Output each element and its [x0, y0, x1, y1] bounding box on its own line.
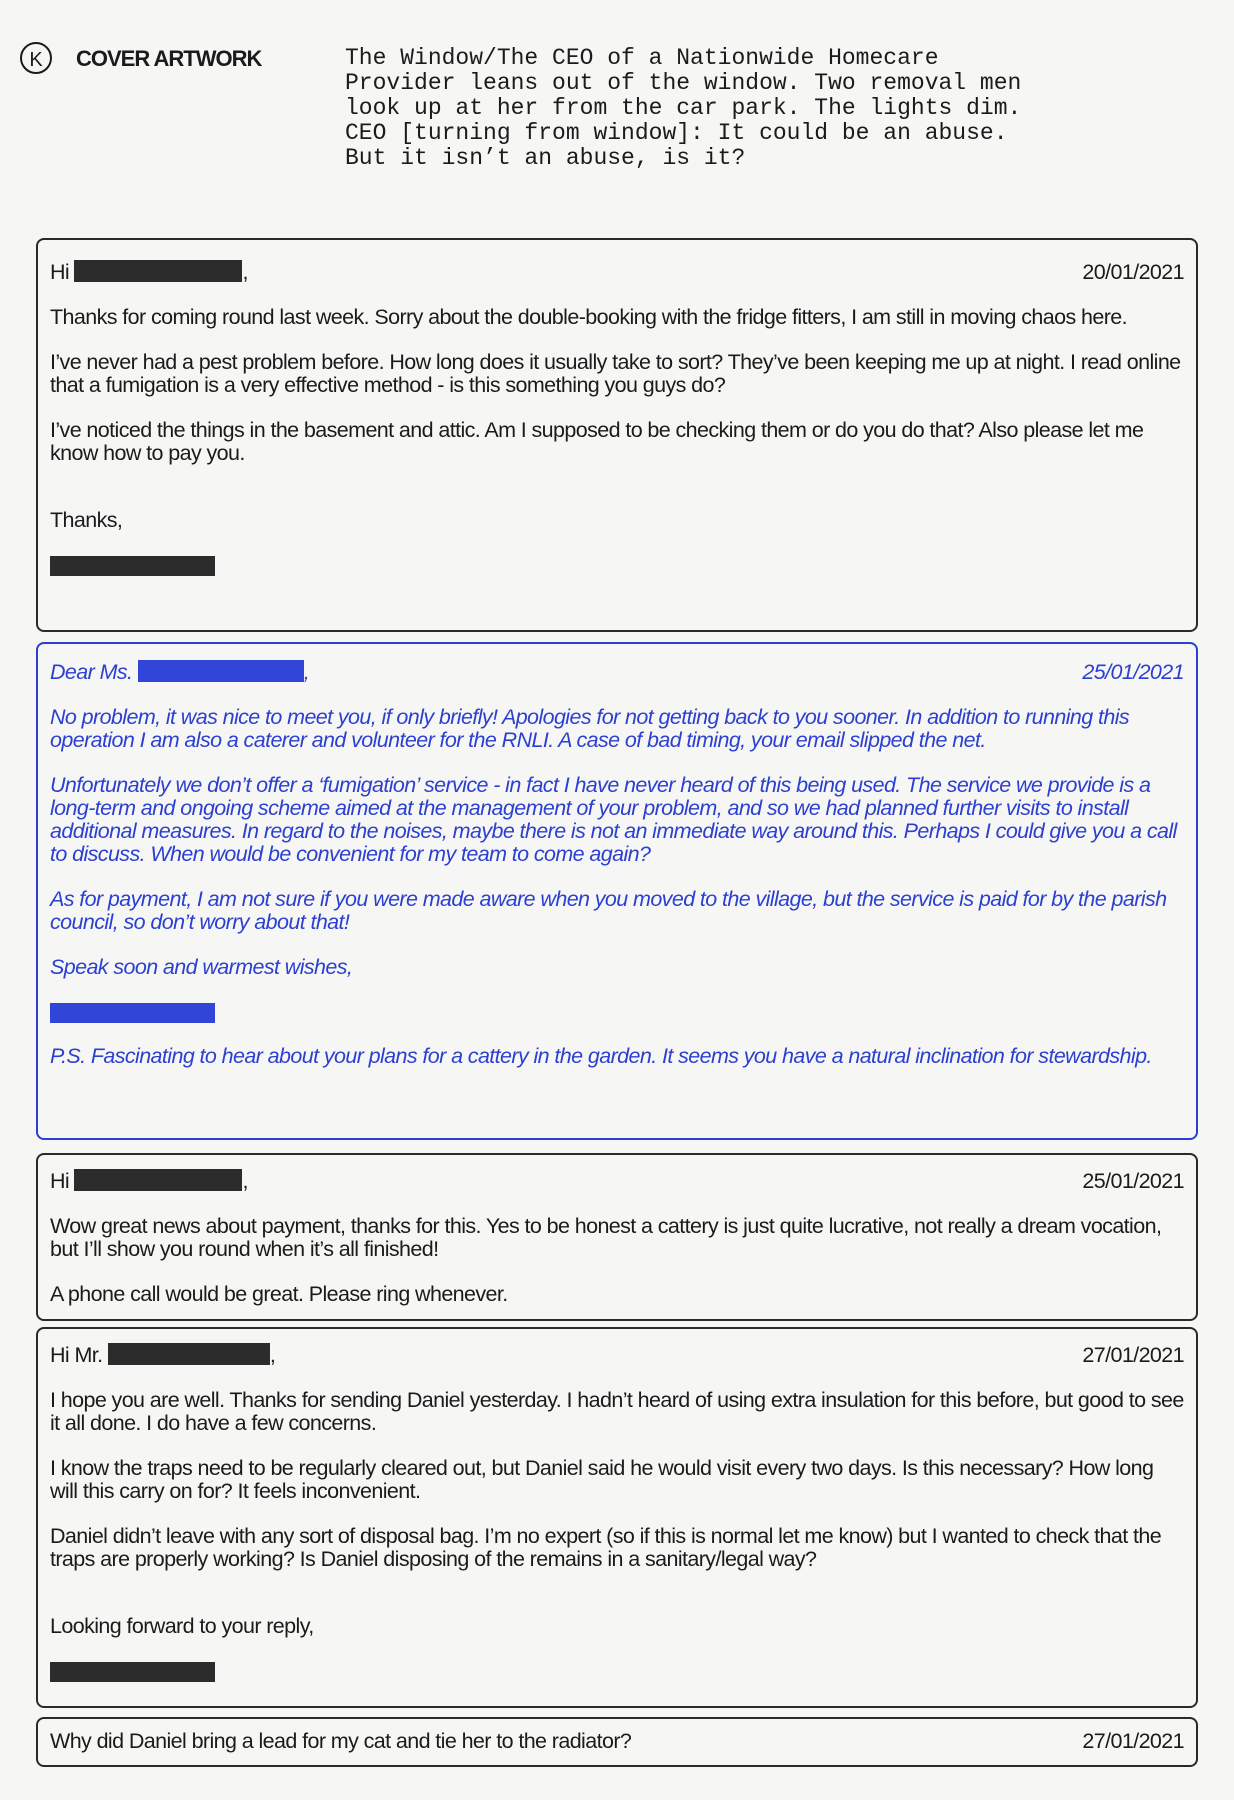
cover-artwork-header	[20, 40, 1220, 180]
section-label: COVER ARTWORK	[76, 46, 262, 71]
salutation-text: Hi Mr.	[50, 1343, 103, 1367]
email-salutation: Hi ,	[50, 260, 248, 284]
email-date: 27/01/2021	[1082, 1729, 1184, 1753]
email-signoff: Looking forward to your reply,	[50, 1614, 314, 1638]
salutation-text: Dear Ms.	[50, 660, 133, 684]
email-message	[36, 238, 1198, 632]
email-signoff: Thanks,	[50, 508, 123, 532]
email-paragraph: Wow great news about payment, thanks for this. Yes to be honest a cattery is just quite lucrative, not really a dream vocation, but I’ll show you round when it’s all finished!	[50, 1214, 1162, 1261]
salutation-text: Hi	[50, 1169, 70, 1193]
redacted-name	[74, 1169, 242, 1191]
email-message	[36, 1327, 1198, 1708]
email-paragraph: Thanks for coming round last week. Sorry about the double-booking with the fridge fitters, I am still in moving chaos here.	[50, 305, 1128, 329]
artwork-caption: The Window/The CEO of a Nationwide Homecare Provider leans out of the window. Two removal men look up at her from the car park. The lights dim. CEO [turning from window]: It could be an abuse. But it isn’t an abuse, is it?	[345, 45, 1022, 171]
email-date: 25/01/2021	[1082, 660, 1184, 684]
email-salutation: Hi ,	[50, 1169, 248, 1193]
email-message	[36, 1717, 1198, 1767]
email-paragraph: I’ve noticed the things in the basement and attic. Am I supposed to be checking them or do you do that? Also please let me know how to pay you.	[50, 418, 1144, 465]
email-paragraph: Unfortunately we don’t offer a ‘fumigation’ service - in fact I have never heard of this being used. The service we provide is a long-term and ongoing scheme aimed at the management of your problem, and so we had planned further visits to install additional measures. In regard to the noises, maybe there is not an immediate way around this. Perhaps I could give you a call to discuss. When would be convenient for my team to come again?	[50, 773, 1177, 866]
email-date: 25/01/2021	[1082, 1169, 1184, 1193]
email-paragraph: No problem, it was nice to meet you, if only briefly! Apologies for not getting back to you sooner. In addition to running this operation I am also a caterer and volunteer for the RNLI. A case of bad timing, your email slipped the net.	[50, 705, 1130, 752]
redacted-signature	[50, 556, 215, 576]
email-paragraph: Daniel didn’t leave with any sort of disposal bag. I’m no expert (so if this is normal let me know) but I wanted to check that the traps are properly working? Is Daniel disposing of the remains in a sanitary/legal way?	[50, 1524, 1162, 1571]
email-paragraph: As for payment, I am not sure if you were made aware when you moved to the village, but the service is paid for by the parish council, so don’t worry about that!	[50, 887, 1167, 934]
redacted-signature	[50, 1662, 215, 1682]
email-signoff: Speak soon and warmest wishes,	[50, 955, 353, 979]
redacted-name	[74, 260, 242, 282]
email-paragraph: A phone call would be great. Please ring whenever.	[50, 1282, 508, 1306]
email-postscript: P.S. Fascinating to hear about your plans for a cattery in the garden. It seems you have a natural inclination for stewardship.	[50, 1044, 1152, 1068]
email-paragraph: I’ve never had a pest problem before. How long does it usually take to sort? They’ve been keeping me up at night. I read online that a fumigation is a very effective method - is this something you guys do?	[50, 350, 1181, 397]
email-reply	[36, 642, 1198, 1140]
email-paragraph: I hope you are well. Thanks for sending Daniel yesterday. I hadn’t heard of using extra insulation for this before, but good to see it all done. I do have a few concerns.	[50, 1388, 1184, 1435]
email-salutation: Dear Ms. ,	[50, 660, 310, 684]
email-message	[36, 1153, 1198, 1321]
email-date: 27/01/2021	[1082, 1343, 1184, 1367]
redacted-name	[138, 660, 304, 682]
email-paragraph: I know the traps need to be regularly cleared out, but Daniel said he would visit every two days. Is this necessary? How long will this carry on for? It feels inconvenient.	[50, 1456, 1154, 1503]
email-short-message: Why did Daniel bring a lead for my cat and tie her to the radiator?	[50, 1729, 632, 1753]
k-badge-icon: K	[20, 42, 52, 74]
email-date: 20/01/2021	[1082, 260, 1184, 284]
redacted-signature	[50, 1003, 215, 1023]
salutation-text: Hi	[50, 260, 70, 284]
email-salutation: Hi Mr. ,	[50, 1343, 276, 1367]
redacted-name	[108, 1343, 270, 1365]
